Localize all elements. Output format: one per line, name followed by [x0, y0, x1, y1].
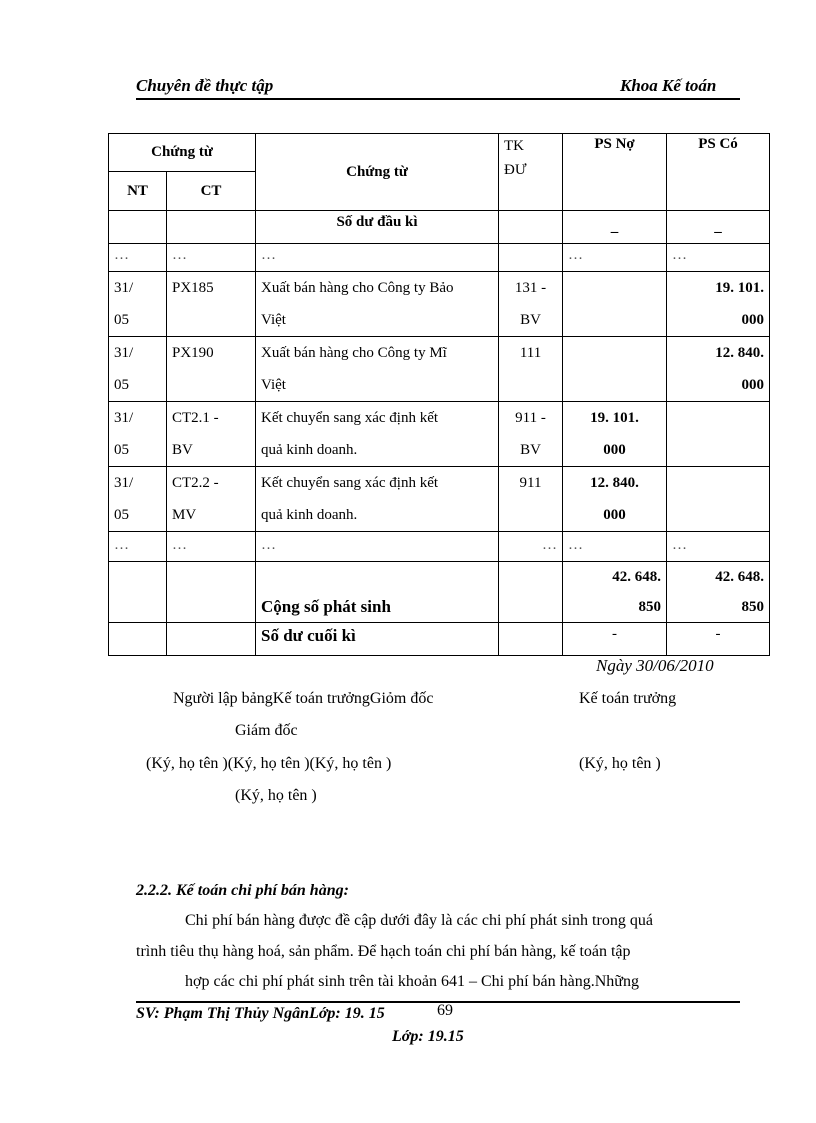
- closing-balance-co: -: [667, 623, 770, 656]
- signature-title-director: Giám đốc: [235, 722, 298, 739]
- ellipsis-row: … … … … … …: [109, 532, 770, 562]
- signature-titles: Người lập bảngKế toán trưởngGiỏm đốc: [173, 690, 434, 707]
- table-row: 31/ 05 PX185 Xuất bán hàng cho Công ty Bảo Việt 131 - BV 19. 101. 000: [109, 272, 770, 337]
- paragraph-line: trình tiêu thụ hàng hoá, sản phẩm. Để hạch toán chi phí bán hàng, kế toán tập: [136, 943, 631, 960]
- header-ct: CT: [167, 172, 256, 211]
- page-number: 69: [437, 1002, 453, 1019]
- header-tk: TK ĐƯ: [499, 134, 563, 211]
- opening-balance-row: [109, 211, 770, 244]
- ellipsis-row: … … … … …: [109, 244, 770, 272]
- closing-balance-label: Số dư cuối kì: [256, 623, 499, 656]
- section-heading: 2.2.2. Kế toán chi phí bán hàng:: [136, 882, 349, 899]
- header-voucher-group: Chứng từ: [109, 134, 256, 172]
- header-title: Chuyên đề thực tập: [136, 76, 274, 95]
- signature-title-right: Kế toán trưởng: [579, 690, 677, 707]
- signature-note-director: (Ký, họ tên ): [235, 787, 317, 804]
- table-row: 31/ 05 CT2.2 - MV Kết chuyển sang xác định kết quả kinh doanh. 911 12. 840. 000: [109, 467, 770, 532]
- closing-balance-no: -: [563, 623, 667, 656]
- ledger-table: [108, 133, 770, 656]
- footer-class: Lớp: 19.15: [392, 1028, 464, 1045]
- signature-notes: (Ký, họ tên )(Ký, họ tên )(Ký, họ tên ): [146, 755, 392, 772]
- total-row: [109, 562, 770, 623]
- header-rule: [136, 98, 740, 100]
- table-header-row: [109, 134, 770, 172]
- opening-balance-co: _: [667, 211, 770, 244]
- total-no: 42. 648. 850: [563, 562, 667, 623]
- footer-student: SV: Phạm Thị Thủy NgânLớp: 19. 15: [136, 1005, 385, 1022]
- header-description: Chứng từ: [256, 134, 499, 211]
- header-department: Khoa Kế toán: [620, 76, 717, 95]
- opening-balance-no: _: [563, 211, 667, 244]
- table-row: 31/ 05 CT2.1 - BV Kết chuyển sang xác định kết quả kinh doanh. 911 - BV 19. 101. 000: [109, 402, 770, 467]
- opening-balance-label: Số dư đầu kì: [256, 211, 499, 244]
- report-date: Ngày 30/06/2010: [596, 656, 714, 675]
- closing-balance-row: [109, 623, 770, 656]
- paragraph-line: hợp các chi phí phát sinh trên tài khoản 641 – Chi phí bán hàng.Những: [185, 973, 639, 990]
- header-ps-co: PS Có: [667, 134, 770, 211]
- total-label: Cộng số phát sinh: [256, 562, 499, 623]
- header-ps-no: PS Nợ: [563, 134, 667, 211]
- total-co: 42. 648. 850: [667, 562, 770, 623]
- table-row: 31/ 05 PX190 Xuất bán hàng cho Công ty Mĩ Việt 111 12. 840. 000: [109, 337, 770, 402]
- header-nt: NT: [109, 172, 167, 211]
- signature-note-right: (Ký, họ tên ): [579, 755, 661, 772]
- paragraph-line: Chi phí bán hàng được đề cập dưới đây là các chi phí phát sinh trong quá: [185, 912, 653, 929]
